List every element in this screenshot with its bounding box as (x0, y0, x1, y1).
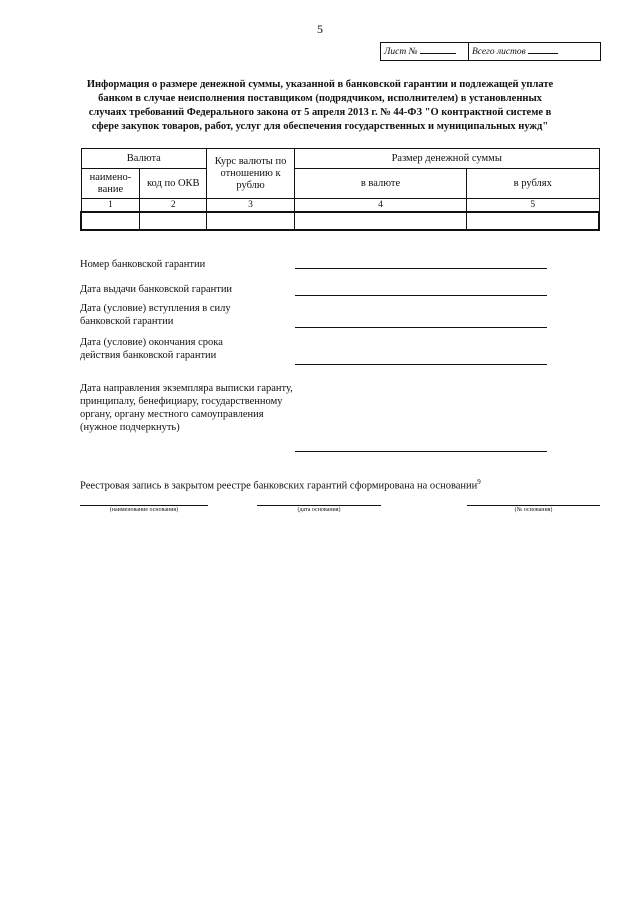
expiry-date-label: Дата (условие) окончания срока действия банковской гарантии (80, 337, 223, 361)
column-number: 5 (467, 199, 599, 213)
expiry-date-line[interactable] (295, 364, 547, 365)
column-number: 2 (140, 199, 207, 213)
guarantee-number-line[interactable] (295, 268, 547, 269)
basis-number-caption: (№ основания) (514, 507, 553, 513)
amount-table (80, 148, 600, 231)
amount-header: Размер денежной суммы (294, 149, 599, 169)
currency-name-header: наимено-вание (81, 169, 140, 199)
sheet-info-box (380, 42, 601, 61)
registry-note (80, 478, 481, 492)
okv-code-cell[interactable] (140, 212, 207, 230)
table-row (81, 212, 599, 230)
column-numbers-row (81, 199, 599, 213)
footnote-marker: 9 (477, 478, 481, 486)
rate-header: Курс валюты по отношению к рублю (207, 149, 295, 199)
effective-date-line[interactable] (295, 327, 547, 328)
table-header-row (81, 149, 599, 169)
column-number: 1 (81, 199, 140, 213)
dispatch-date-line[interactable] (295, 451, 547, 452)
in-currency-header: в валюте (294, 169, 466, 199)
table-subheader-row (81, 169, 599, 199)
page-number: 5 (317, 22, 323, 36)
total-sheets-blank[interactable] (528, 43, 558, 54)
guarantee-number-label: Номер банковской гарантии (80, 259, 206, 270)
effective-date-label: Дата (условие) вступления в силу банковской гарантии (80, 303, 231, 327)
sheet-number-blank[interactable] (420, 43, 456, 54)
currency-header: Валюта (81, 149, 207, 169)
in-rubles-header: в рублях (467, 169, 599, 199)
amount-in-rubles-cell[interactable] (467, 212, 599, 230)
column-number: 3 (207, 199, 295, 213)
basis-date-caption: (дата основания) (297, 507, 341, 513)
basis-name-line[interactable] (80, 505, 208, 506)
currency-name-cell[interactable] (81, 212, 140, 230)
basis-date-line[interactable] (257, 505, 381, 506)
registry-text: Реестровая запись в закрытом реестре банковских гарантий сформирована на основании (80, 480, 478, 492)
dispatch-date-label: Дата направления экземпляра выписки гаранту, принципалу, бенефициару, государственному органу, органу местного самоуправления (нужное подчеркнуть) (80, 383, 293, 433)
sheet-number-cell (381, 43, 469, 60)
amount-in-currency-cell[interactable] (294, 212, 466, 230)
sheet-number-label: Лист № (384, 47, 418, 57)
total-sheets-label: Всего листов (472, 47, 526, 57)
rate-cell[interactable] (207, 212, 295, 230)
document-title: Информация о размере денежной суммы, указанной в банковской гарантии и подлежащей уплате банком в случае неисполнения поставщиком (подрядчиком, исполнителем) в установленных случаях требований Федерального закона от 5 апреля 2013 г. № 44-ФЗ "О контрактной системе в сфере закупок товаров, работ, услуг для обеспечения государственных и муниципальных нужд" (86, 79, 554, 132)
issue-date-line[interactable] (295, 295, 547, 296)
column-number: 4 (294, 199, 466, 213)
basis-name-caption: (наименование основания) (109, 507, 179, 513)
total-sheets-cell (469, 43, 558, 60)
okv-code-header: код по ОКВ (140, 169, 207, 199)
issue-date-label: Дата выдачи банковской гарантии (80, 284, 233, 295)
basis-number-line[interactable] (467, 505, 600, 506)
